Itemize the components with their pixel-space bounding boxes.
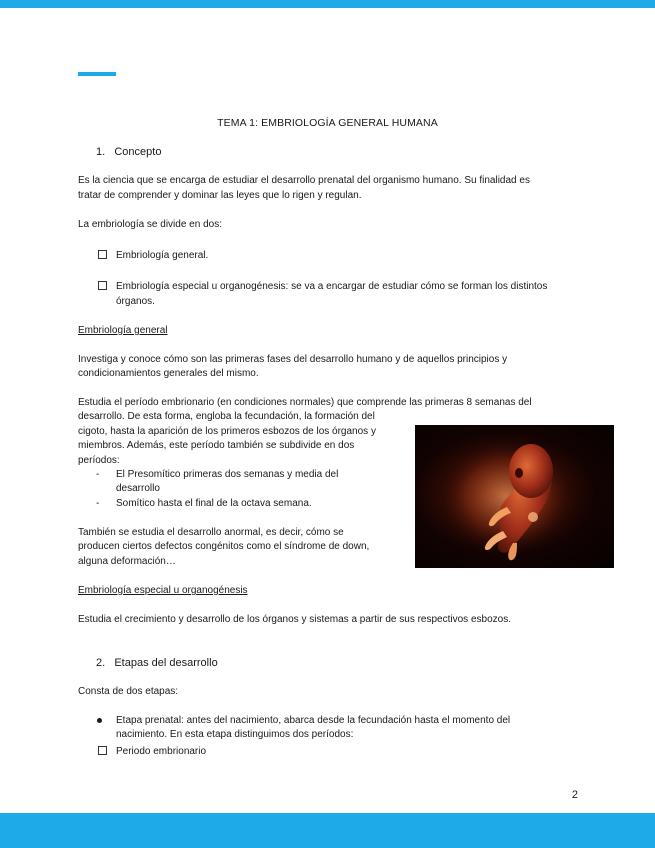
subheading-embriologia-especial: Embriología especial u organogénesis bbox=[78, 585, 248, 596]
general-paragraph3-line1: También se estudia el desarrollo anormal, es decir, cómo se bbox=[78, 527, 344, 538]
especial-paragraph: Estudia el crecimiento y desarrollo de los órganos y sistemas a partir de sus respectivos esbozos. bbox=[78, 614, 511, 625]
embryo-photo bbox=[415, 425, 614, 568]
page-number: 2 bbox=[571, 789, 578, 801]
general-paragraph1-line2: condicionamientos generales del mismo. bbox=[78, 368, 259, 379]
presomitico-line1: El Presomítico primeras dos semanas y media del bbox=[116, 469, 339, 480]
concepto-paragraph-line2: tratar de comprender y dominar las leyes que lo rigen y regulan. bbox=[78, 190, 362, 201]
etapa-prenatal-line2: nacimiento. En esta etapa distinguimos dos períodos: bbox=[116, 729, 354, 740]
general-paragraph2-line4: miembros. Además, este período también se subdivide en dos bbox=[78, 440, 355, 451]
general-paragraph2-line5: períodos: bbox=[78, 455, 120, 466]
checkbox-icon[interactable] bbox=[98, 281, 107, 290]
header-accent-line bbox=[78, 72, 116, 76]
bullet-icon bbox=[97, 718, 102, 723]
bottom-accent-bar bbox=[0, 813, 655, 848]
concepto-paragraph-line1: Es la ciencia que se encarga de estudiar el desarrollo prenatal del organismo humano. Su finalidad es bbox=[78, 175, 530, 186]
general-paragraph2-line2: desarrollo. De esta forma, engloba la fecundación, la formación del bbox=[78, 411, 375, 422]
general-paragraph3-line2: producen ciertos defectos congénitos como el síndrome de down, bbox=[78, 541, 370, 552]
somitico-item: Somítico hasta el final de la octava semana. bbox=[116, 498, 312, 509]
subheading-embriologia-general: Embriología general bbox=[78, 325, 168, 336]
etapa-prenatal-line1: Etapa prenatal: antes del nacimiento, abarca desde la fecundación hasta el momento del bbox=[116, 715, 511, 726]
periodo-embrionario-item: Periodo embrionario bbox=[116, 746, 207, 757]
general-paragraph1-line1: Investiga y conoce cómo son las primeras fases del desarrollo humano y de aquellos principios y bbox=[78, 354, 508, 365]
list-item-embriologia-general: Embriología general. bbox=[116, 250, 209, 261]
general-paragraph2-line3: cigoto, hasta la aparición de los primeros esbozos de los órganos y bbox=[78, 426, 376, 437]
general-paragraph3-line3: alguna deformación… bbox=[78, 556, 176, 567]
dash-bullet-icon: - bbox=[96, 469, 100, 480]
section-heading-concepto: 1. Concepto bbox=[96, 146, 162, 158]
top-accent-bar bbox=[0, 0, 655, 8]
dash-bullet-icon: - bbox=[96, 498, 100, 509]
division-paragraph: La embriología se divide en dos: bbox=[78, 219, 222, 230]
document-title: TEMA 1: EMBRIOLOGÍA GENERAL HUMANA bbox=[217, 117, 438, 129]
general-paragraph2-line1: Estudia el período embrionario (en condiciones normales) que comprende las primeras 8 semanas del bbox=[78, 397, 532, 408]
etapas-paragraph: Consta de dos etapas: bbox=[78, 686, 179, 697]
section-heading-etapas: 2. Etapas del desarrollo bbox=[96, 657, 218, 669]
list-item-especial-line1: Embriología especial u organogénesis: se va a encargar de estudiar cómo se forman los distintos bbox=[116, 281, 548, 292]
checkbox-icon[interactable] bbox=[98, 250, 107, 259]
embryo-illustration bbox=[415, 425, 614, 568]
list-item-especial-line2: órganos. bbox=[116, 296, 155, 307]
presomitico-line2: desarrollo bbox=[116, 483, 160, 494]
checkbox-icon[interactable] bbox=[98, 746, 107, 755]
